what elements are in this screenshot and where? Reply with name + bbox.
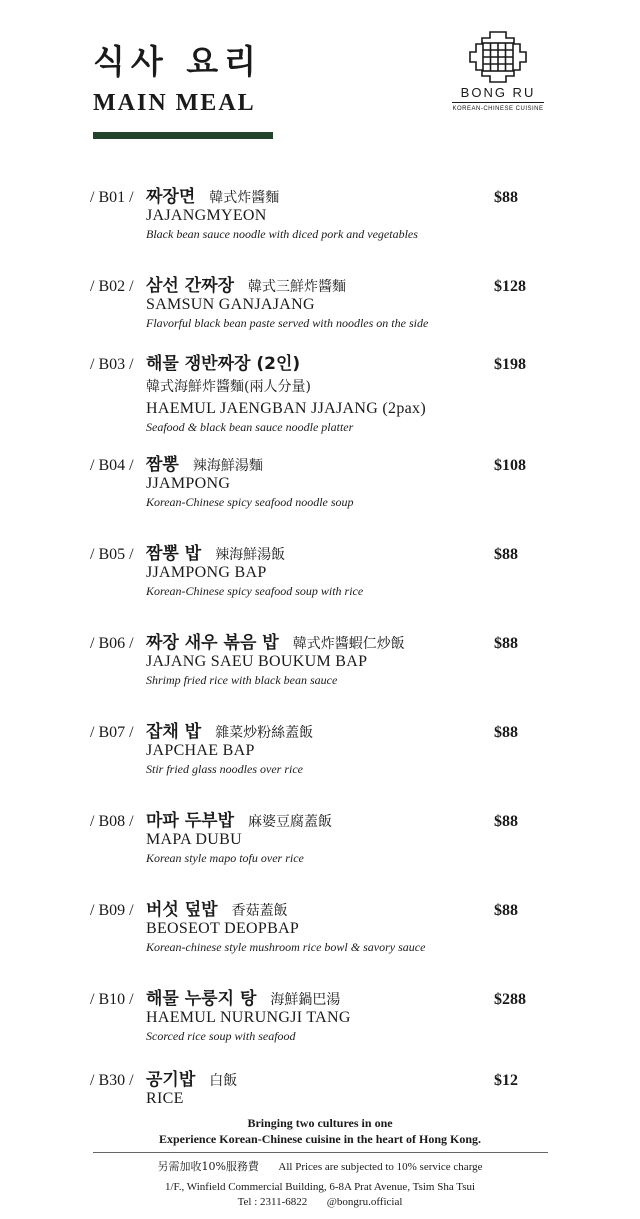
item-code: / B10 / (90, 991, 134, 1008)
item-description: Black bean sauce noodle with diced pork and vegetables (146, 227, 418, 241)
item-description: Flavorful black bean paste served with noodles on the side (146, 316, 429, 330)
footer-divider (93, 1152, 548, 1153)
item-name-chinese: 雜菜炒粉絲蓋飯 (215, 725, 314, 741)
title-underline (93, 132, 273, 139)
item-name-chinese: 香菇蓋飯 (231, 903, 288, 919)
item-price: $12 (494, 1072, 518, 1089)
contact-line (0, 1195, 640, 1209)
item-name-chinese: 韓式炸醬麵 (209, 190, 280, 206)
item-name-english: JJAMPONG BAP (146, 564, 267, 581)
item-price: $108 (494, 457, 526, 474)
item-name-chinese: 白飯 (209, 1073, 238, 1089)
item-name-chinese: 辣海鮮湯麵 (192, 458, 263, 474)
item-code: / B09 / (90, 902, 134, 919)
item-name-english: RICE (146, 1090, 184, 1107)
item-name-english: JAJANG SAEU BOUKUM BAP (146, 653, 368, 670)
item-name-korean: 삼선 간짜장 韓式三鮮炸醬麵 (146, 276, 347, 296)
lattice-emblem-icon (468, 30, 528, 84)
item-name-chinese: 麻婆豆腐蓋飯 (248, 814, 333, 830)
item-name-korean: 해물 누룽지 탕 海鮮鍋巴湯 (146, 989, 341, 1009)
item-description: Korean-Chinese spicy seafood noodle soup (146, 495, 354, 509)
item-name-english: JJAMPONG (146, 475, 231, 492)
item-description: Seafood & black bean sauce noodle platter (146, 420, 354, 434)
item-name-english: JAPCHAE BAP (146, 742, 255, 759)
item-description: Korean-chinese style mushroom rice bowl & savory sauce (146, 940, 426, 954)
address: 1/F., Winfield Commercial Building, 6-8A Prat Avenue, Tsim Sha Tsui (164, 1181, 476, 1193)
page-title: MAIN MEAL (93, 90, 256, 116)
item-description: Scorced rice soup with seafood (146, 1029, 296, 1043)
item-name-chinese: 海鮮鍋巴湯 (270, 992, 341, 1008)
item-name-chinese: 韓式海鮮炸醬麵(兩人分量) (146, 379, 311, 395)
item-price: $88 (494, 189, 518, 206)
service-charge-note (0, 1160, 640, 1174)
item-code: / B30 / (90, 1072, 134, 1089)
item-name-korean: 짜장 새우 볶음 밥 韓式炸醬蝦仁炒飯 (146, 633, 405, 653)
item-name-chinese: 辣海鮮湯飯 (215, 547, 286, 563)
item-price: $288 (494, 991, 526, 1008)
page-title-korean: 식사 요리 (93, 42, 263, 81)
item-name-korean: 공기밥 白飯 (146, 1070, 238, 1090)
item-name-chinese: 韓式三鮮炸醬麵 (248, 279, 347, 295)
social-handle: @bongru.official (326, 1196, 403, 1208)
item-price: $88 (494, 546, 518, 563)
brand-tagline: KOREAN-CHINESE CUISINE (452, 102, 544, 112)
item-code: / B06 / (90, 635, 134, 652)
item-name-korean: 짬뽕 밥 辣海鮮湯飯 (146, 544, 286, 564)
item-name-english: HAEMUL NURUNGJI TANG (146, 1009, 351, 1026)
brand-name: BONG RU (460, 85, 536, 100)
brand-logo (452, 30, 544, 120)
item-price: $88 (494, 813, 518, 830)
item-code: / B01 / (90, 189, 134, 206)
item-name-english: HAEMUL JAENGBAN JJAJANG (2pax) (146, 400, 426, 417)
item-description: Shrimp fried rice with black bean sauce (146, 673, 338, 687)
tagline-line-1: Bringing two cultures in one (247, 1116, 393, 1130)
item-name-english: JAJANGMYEON (146, 207, 267, 224)
item-code: / B04 / (90, 457, 134, 474)
item-price: $88 (494, 635, 518, 652)
telephone: Tel : 2311-6822 (237, 1196, 308, 1208)
item-price: $88 (494, 902, 518, 919)
item-code: / B03 / (90, 356, 134, 373)
item-code: / B02 / (90, 278, 134, 295)
tagline-line-2: Experience Korean-Chinese cuisine in the heart of Hong Kong. (158, 1132, 482, 1146)
item-name-korean: 짜장면 韓式炸醬麵 (146, 187, 280, 207)
item-name-korean: 마파 두부밥 麻婆豆腐蓋飯 (146, 811, 333, 831)
item-name-korean: 잡채 밥 雜菜炒粉絲蓋飯 (146, 722, 314, 742)
item-price: $128 (494, 278, 526, 295)
item-code: / B08 / (90, 813, 134, 830)
item-name-korean: 짬뽕 辣海鮮湯麵 (146, 455, 263, 475)
item-name-english: SAMSUN GANJAJANG (146, 296, 315, 313)
item-code: / B07 / (90, 724, 134, 741)
item-description: Korean style mapo tofu over rice (146, 851, 304, 865)
item-name-english: BEOSEOT DEOPBAP (146, 920, 300, 937)
item-price: $88 (494, 724, 518, 741)
item-description: Stir fried glass noodles over rice (146, 762, 303, 776)
service-charge-english: All Prices are subjected to 10% service charge (278, 1161, 483, 1173)
item-price: $198 (494, 356, 526, 373)
service-charge-chinese: 另需加收10%服務費 (157, 1160, 259, 1173)
item-name-chinese: 韓式炸醬蝦仁炒飯 (292, 636, 405, 652)
item-name-english: MAPA DUBU (146, 831, 242, 848)
item-name-korean: 버섯 덮밥 香菇蓋飯 (146, 900, 288, 920)
item-description: Korean-Chinese spicy seafood soup with rice (146, 584, 364, 598)
item-code: / B05 / (90, 546, 134, 563)
item-name-korean: 해물 쟁반짜장 (2인) (146, 354, 301, 374)
